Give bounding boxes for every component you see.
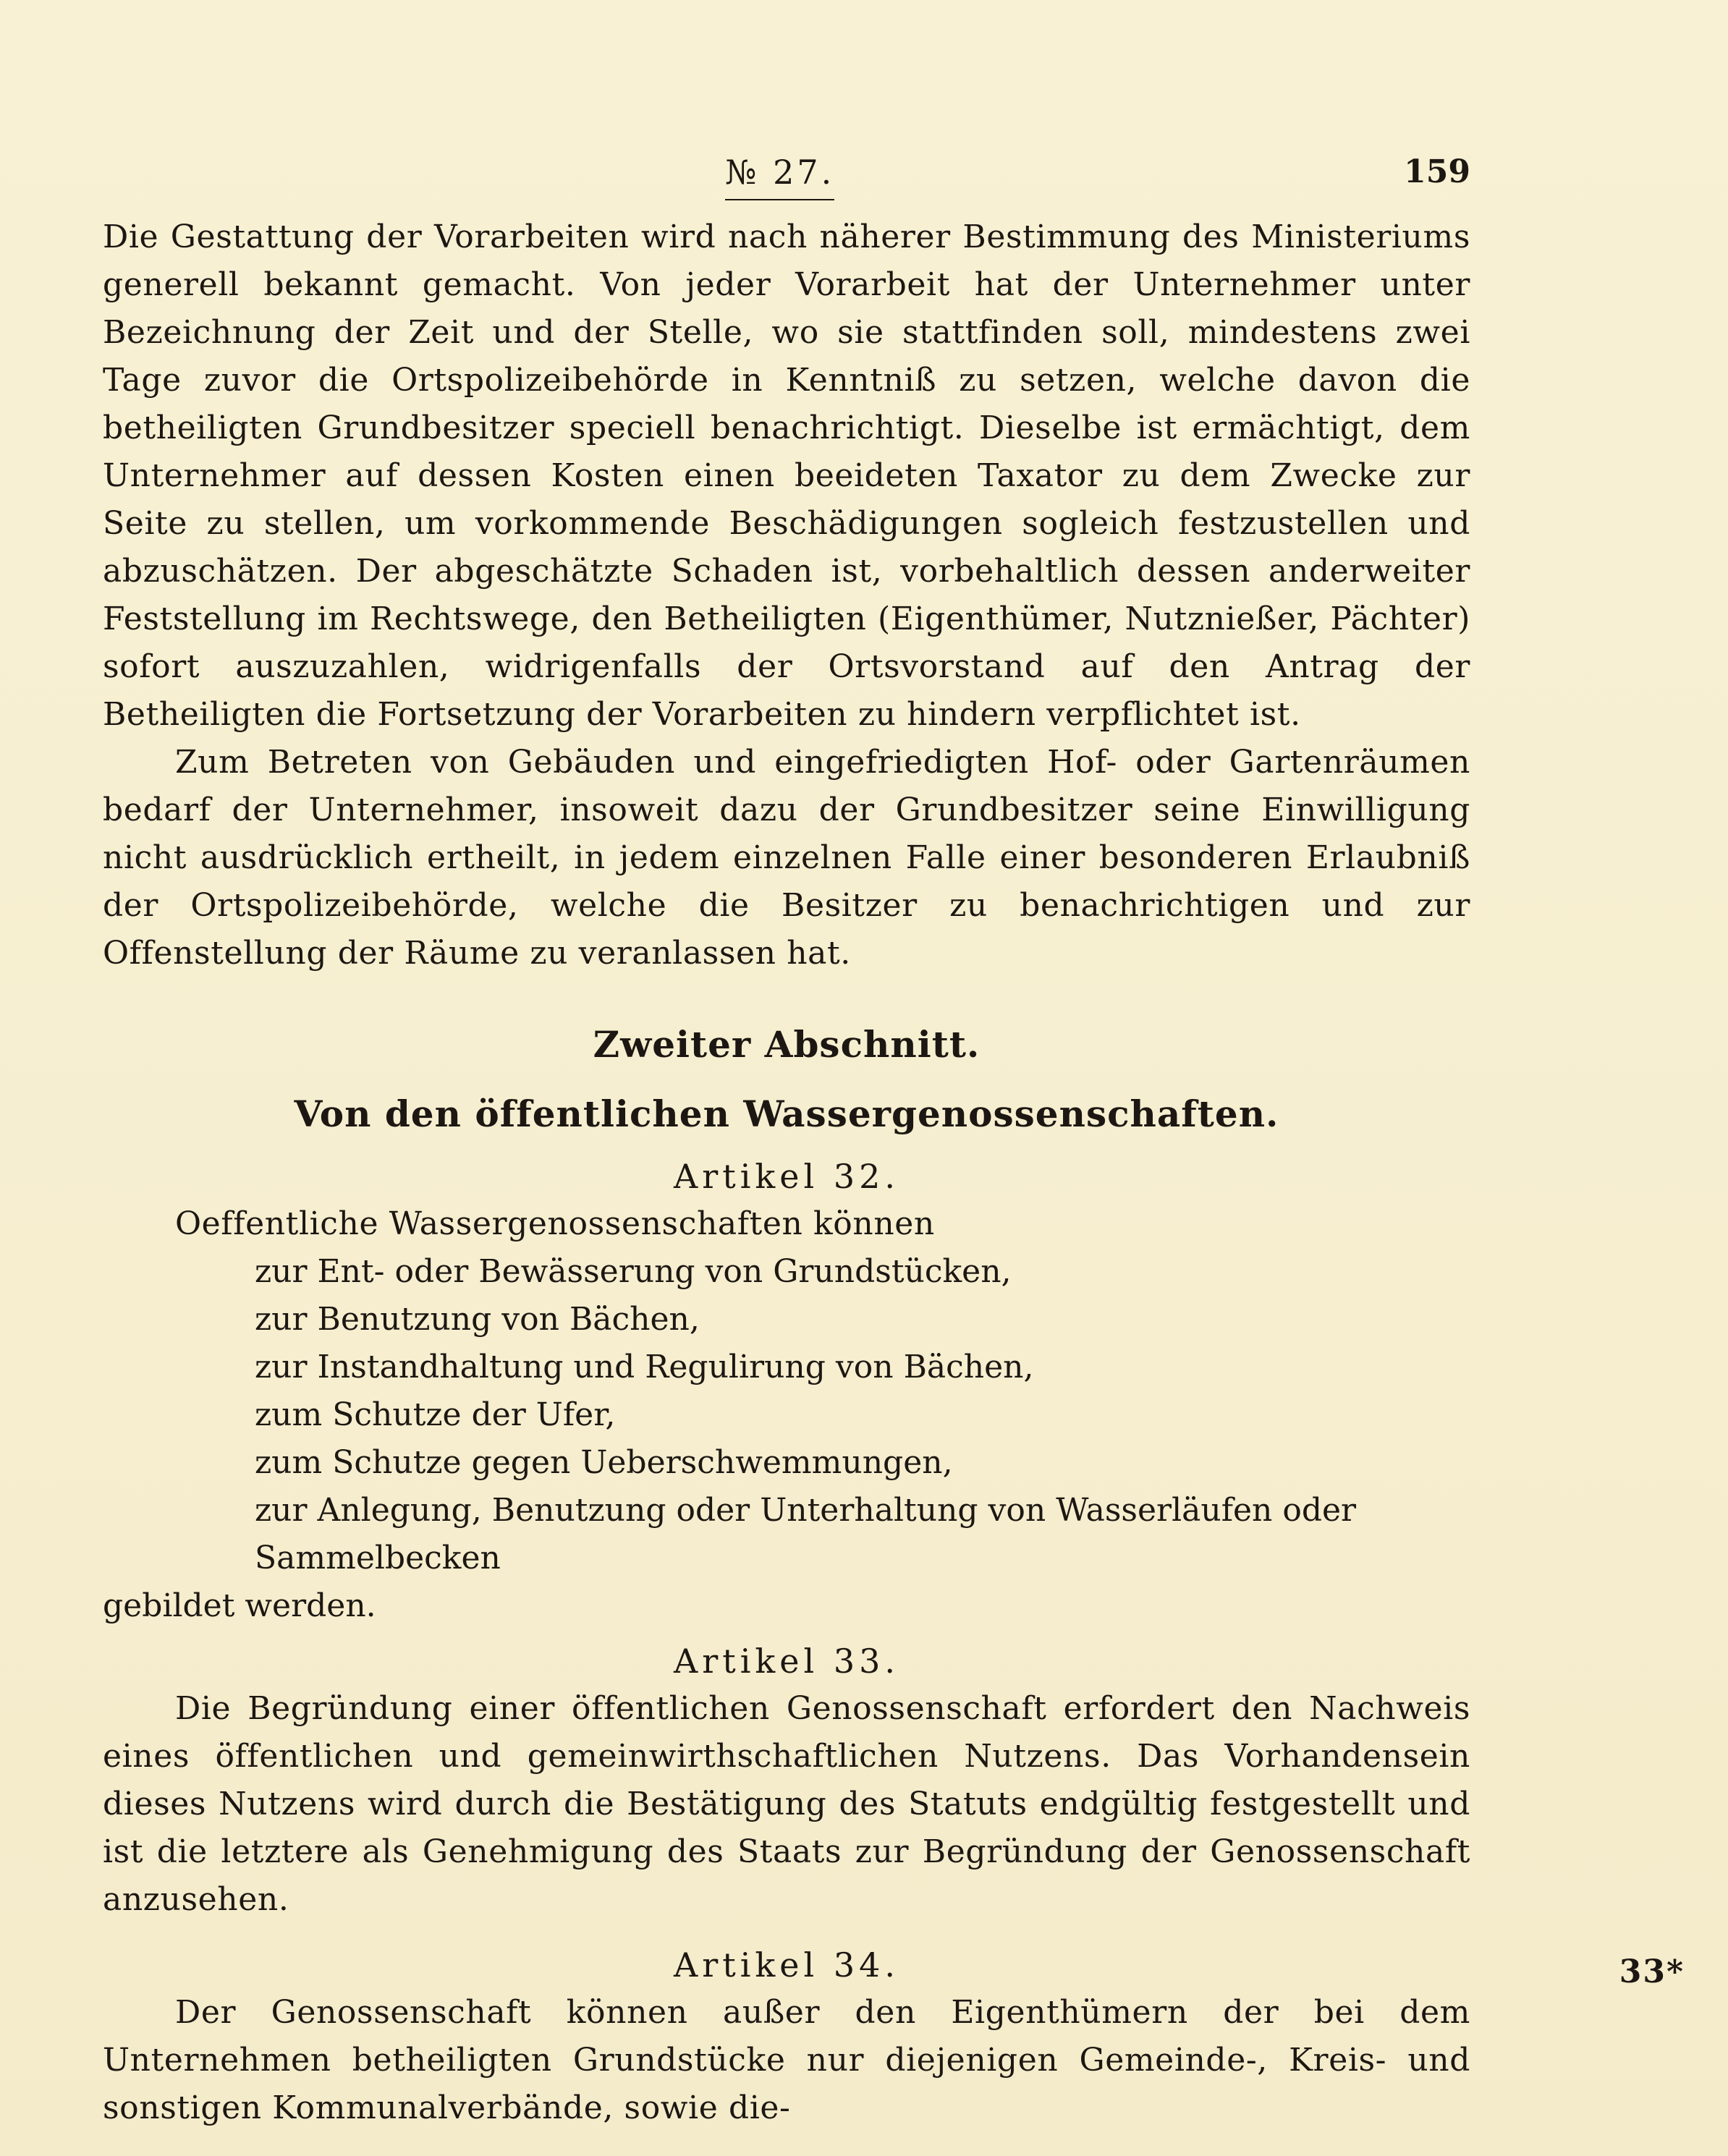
article-33-heading: Artikel 33. — [674, 1642, 899, 1681]
paragraph-betreten: Zum Betreten von Gebäuden und eingefriedigten Hof- oder Gartenräumen bedarf der Unternehmer, insoweit dazu der Grundbesitzer seine Einwilligung nicht ausdrücklich ertheilt, in jedem einzelnen Falle einer besonderen Erlaubniß der Ortspolizeibehörde, welche die Besitzer zu benachrichtigen und zur Offenstellung der Räume zu veranlassen hat. — [103, 744, 1470, 972]
article-32-heading: Artikel 32. — [674, 1157, 899, 1196]
list-item: zur Benutzung von Bächen, — [255, 1301, 700, 1338]
section-subtitle: Von den öffentlichen Wassergenossenschaften. — [294, 1092, 1279, 1135]
article-32-closing: gebildet werden. — [103, 1587, 376, 1624]
list-item: zum Schutze der Ufer, — [255, 1396, 616, 1433]
section-gap — [103, 977, 1470, 1021]
list-item: zum Schutze gegen Ueberschwemmungen, — [255, 1444, 953, 1481]
section-title: Zweiter Abschnitt. — [593, 1023, 981, 1066]
sheet-signature-mark: 33* — [1619, 1953, 1685, 1990]
list-item: zur Instandhaltung und Regulirung von Bächen, — [255, 1349, 1034, 1385]
article-33-text: Die Begründung einer öffentlichen Genossenschaft erfordert den Nachweis eines öffentlichen und gemeinwirthschaftlichen Nutzens. Das Vorhandensein dieses Nutzens wird durch die Bestätigung des Statuts endgültig festgestellt und ist die letztere als Genehmigung des Staats zur Begründung der Genossenschaft anzusehen. — [103, 1690, 1470, 1918]
article-34-text: Der Genossenschaft können außer den Eigenthümern der bei dem Unternehmen betheiligten Grundstücke nur diejenigen Gemeinde-, Kreis- und sonstigen Kommunalverbände, sowie die- — [103, 1994, 1470, 2126]
issue-number: № 27. — [725, 148, 834, 200]
list-item: zur Anlegung, Benutzung oder Unterhaltung von Wasserläufen oder Sammelbecken — [255, 1492, 1357, 1576]
article-32-intro: Oeffentliche Wassergenossenschaften können — [175, 1205, 935, 1242]
article-32-list — [103, 1248, 1470, 1582]
page-header — [103, 148, 1470, 213]
article-34-heading: Artikel 34. — [674, 1945, 899, 1985]
paragraph-vorarbeiten: Die Gestattung der Vorarbeiten wird nach näherer Bestimmung des Ministeriums generell bekannt gemacht. Von jeder Vorarbeit hat der Unternehmer unter Bezeichnung der Zeit und der Stelle, wo sie stattfinden soll, mindestens zwei Tage zuvor die Ortspolizeibehörde in Kenntniß zu setzen, welche davon die betheiligten Grundbesitzer speciell benachrichtigt. Dieselbe ist ermächtigt, dem Unternehmer auf dessen Kosten einen beeideten Taxator zu dem Zwecke zur Seite zu stellen, um vorkommende Beschädigungen sogleich festzustellen und abzuschätzen. Der abgeschätzte Schaden ist, vorbehaltlich dessen anderweiter Feststellung im Rechtswege, den Betheiligten (Eigenthümer, Nutznießer, Pächter) sofort auszuzahlen, widrigenfalls der Ortsvorstand auf den Antrag der Betheiligten die Fortsetzung der Vorarbeiten zu hindern verpflichtet ist. — [103, 218, 1470, 733]
page-number: 159 — [1404, 153, 1470, 190]
page-content — [103, 148, 1470, 2132]
list-item: zur Ent- oder Bewässerung von Grundstücken, — [255, 1253, 1012, 1290]
